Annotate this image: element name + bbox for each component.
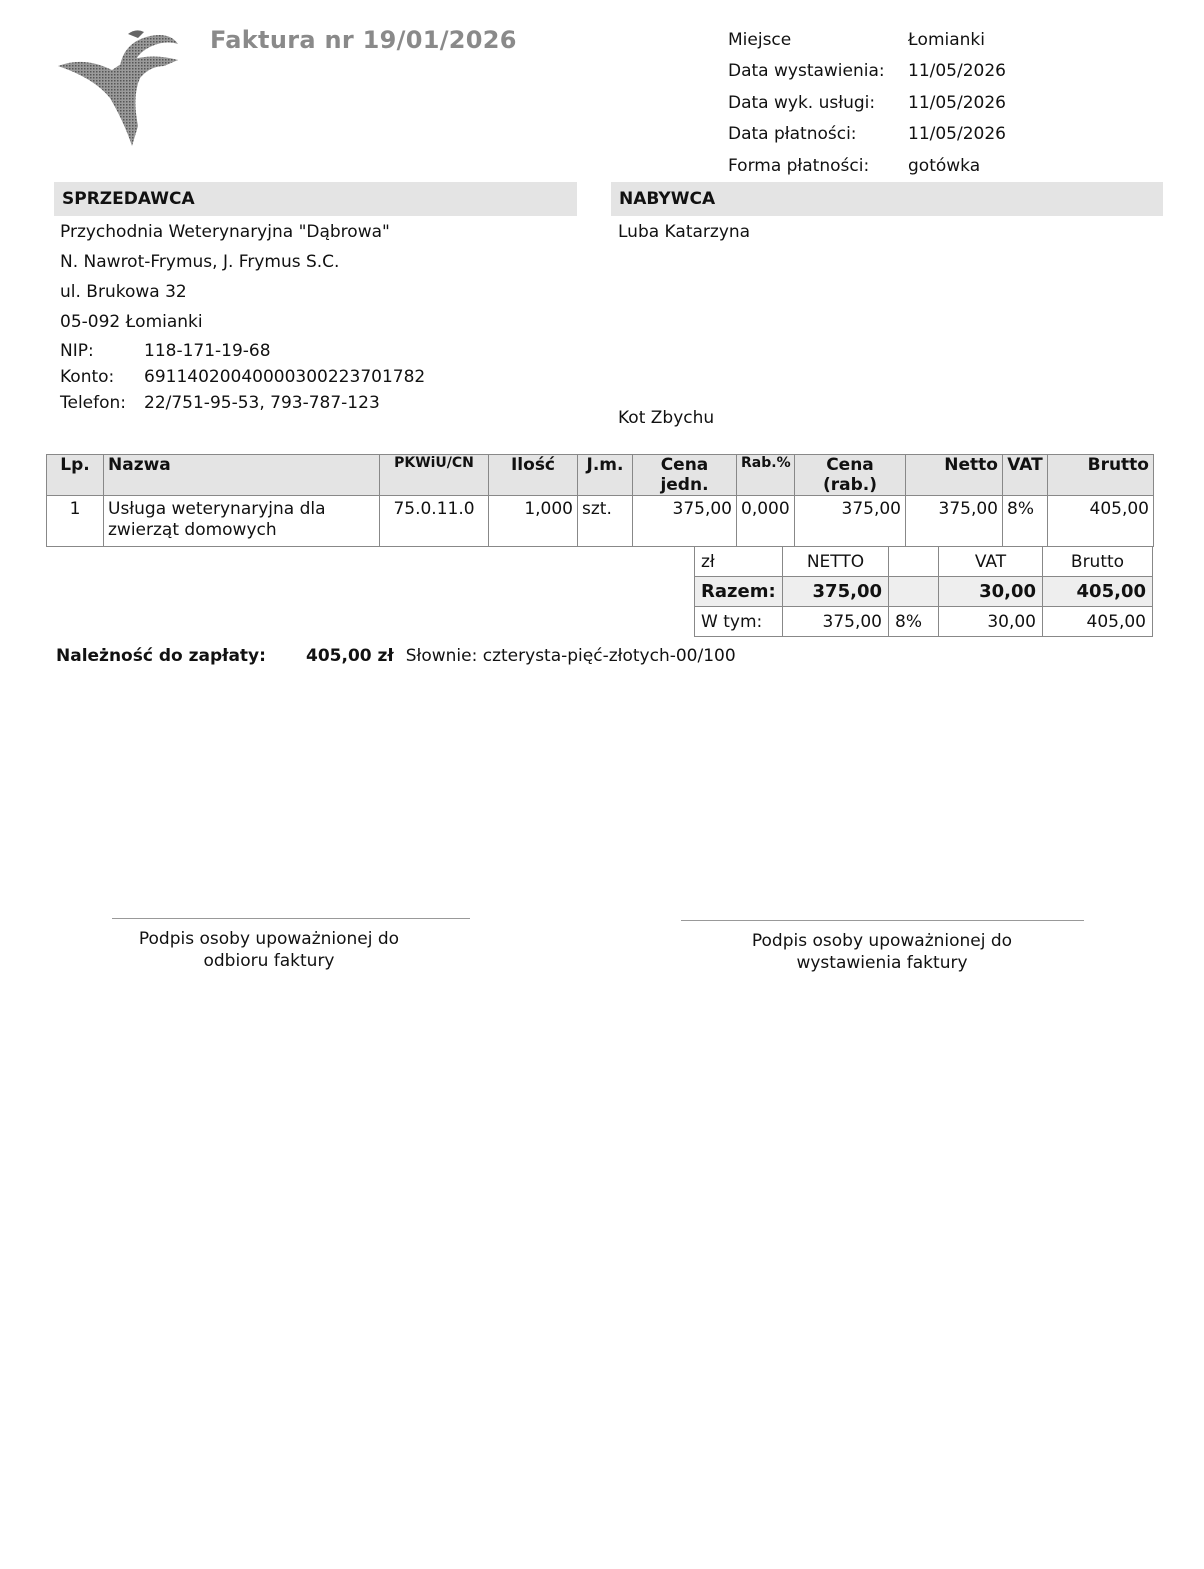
cell-price-discounted: 375,00	[795, 496, 906, 547]
items-table	[46, 454, 1154, 547]
meta-label: Miejsce	[728, 29, 792, 50]
buyer-name: Luba Katarzyna	[618, 222, 751, 242]
cell-net: 375,00	[906, 496, 1003, 547]
totals-header-row	[695, 547, 1153, 577]
seller-owners-line: N. Nawrot-Frymus, J. Frymus S.C.	[60, 252, 340, 272]
seller-address	[60, 217, 390, 337]
receiver-signature-caption: Podpis osoby upoważnionej do odbioru faktury	[138, 929, 400, 971]
cell-lp: 1	[47, 496, 104, 547]
phone-label: Telefon:	[60, 393, 127, 413]
buyer-heading: NABYWCA	[611, 182, 1163, 216]
nip-label: NIP:	[60, 341, 94, 361]
invoice-meta	[728, 24, 1006, 182]
issuer-signature-line	[681, 920, 1084, 921]
totals-sum-net: 375,00	[783, 577, 889, 607]
account-value: 69114020040000300223701782	[144, 367, 426, 387]
cell-qty: 1,000	[489, 496, 578, 547]
amount-due	[56, 646, 736, 666]
meta-value: 11/05/2026	[908, 61, 1006, 82]
totals-incl-net: 375,00	[783, 607, 889, 637]
totals-sum-rate	[889, 577, 939, 607]
seller-phone-row	[60, 390, 425, 416]
amount-due-label: Należność do zapłaty:	[56, 646, 266, 666]
meta-label: Data wyk. usługi:	[728, 92, 876, 113]
buyer-note: Kot Zbychu	[618, 408, 715, 428]
meta-row-issue-date	[728, 56, 1006, 88]
col-gross: Brutto	[1048, 455, 1154, 496]
meta-value: 11/05/2026	[908, 124, 1006, 145]
meta-value: gotówka	[908, 155, 981, 176]
col-vat: VAT	[1003, 455, 1048, 496]
seller-nip-row	[60, 338, 425, 364]
totals-incl-vat: 30,00	[939, 607, 1043, 637]
meta-label: Data wystawienia:	[728, 61, 885, 82]
seller-ids	[60, 338, 425, 416]
invoice-title: Faktura nr 19/01/2026	[210, 26, 517, 54]
amount-due-words: Słownie: czterysta-pięć-złotych-00/100	[405, 646, 736, 666]
cell-gross: 405,00	[1048, 496, 1154, 547]
totals-sum-label: Razem:	[695, 577, 783, 607]
seller-street-line: ul. Brukowa 32	[60, 282, 187, 302]
seller-name-line: Przychodnia Weterynaryjna "Dąbrowa"	[60, 222, 390, 242]
cell-name: Usługa weterynaryjna dla zwierząt domowych	[104, 496, 380, 547]
col-net: Netto	[906, 455, 1003, 496]
col-pkwiu: PKWiU/CN	[380, 455, 489, 496]
col-price-discounted: Cena (rab.)	[795, 455, 906, 496]
col-unit-price: Cena jedn.	[633, 455, 737, 496]
totals-sum-gross: 405,00	[1043, 577, 1153, 607]
seller-account-row	[60, 364, 425, 390]
cell-discount: 0,000	[737, 496, 795, 547]
receiver-signature-line	[112, 918, 470, 919]
phone-value: 22/751-95-53, 793-787-123	[144, 393, 380, 413]
totals-incl-row	[695, 607, 1153, 637]
totals-sum-vat: 30,00	[939, 577, 1043, 607]
cell-pkwiu: 75.0.11.0	[380, 496, 489, 547]
totals-net-label: NETTO	[783, 547, 889, 577]
nip-value: 118-171-19-68	[144, 341, 271, 361]
totals-currency: zł	[695, 547, 783, 577]
seller-city-line: 05-092 Łomianki	[60, 312, 203, 332]
totals-vat-label: VAT	[939, 547, 1043, 577]
col-qty: Ilość	[489, 455, 578, 496]
clinic-logo	[54, 26, 184, 150]
account-label: Konto:	[60, 367, 115, 387]
meta-value: 11/05/2026	[908, 92, 1006, 113]
col-lp: Lp.	[47, 455, 104, 496]
totals-sum-row	[695, 577, 1153, 607]
seller-heading: SPRZEDAWCA	[54, 182, 577, 216]
col-unit: J.m.	[578, 455, 633, 496]
totals-rate-header	[889, 547, 939, 577]
meta-label: Forma płatności:	[728, 155, 870, 176]
totals-incl-label: W tym:	[695, 607, 783, 637]
meta-label: Data płatności:	[728, 124, 857, 145]
cell-unit: szt.	[578, 496, 633, 547]
meta-row-place	[728, 24, 1006, 56]
cell-unit-price: 375,00	[633, 496, 737, 547]
meta-value: Łomianki	[908, 29, 985, 50]
totals-incl-rate: 8%	[889, 607, 939, 637]
amount-due-value: 405,00 zł	[306, 646, 394, 666]
col-name: Nazwa	[104, 455, 380, 496]
col-discount: Rab.%	[737, 455, 795, 496]
items-header-row	[47, 455, 1154, 496]
totals-incl-gross: 405,00	[1043, 607, 1153, 637]
totals-gross-label: Brutto	[1043, 547, 1153, 577]
meta-row-payment-date	[728, 119, 1006, 151]
issuer-signature-caption: Podpis osoby upoważnionej do wystawienia faktury	[751, 931, 1013, 973]
cell-vat: 8%	[1003, 496, 1048, 547]
table-row	[47, 496, 1154, 547]
meta-row-payment-method	[728, 150, 1006, 182]
totals-table	[694, 546, 1153, 637]
meta-row-service-date	[728, 87, 1006, 119]
